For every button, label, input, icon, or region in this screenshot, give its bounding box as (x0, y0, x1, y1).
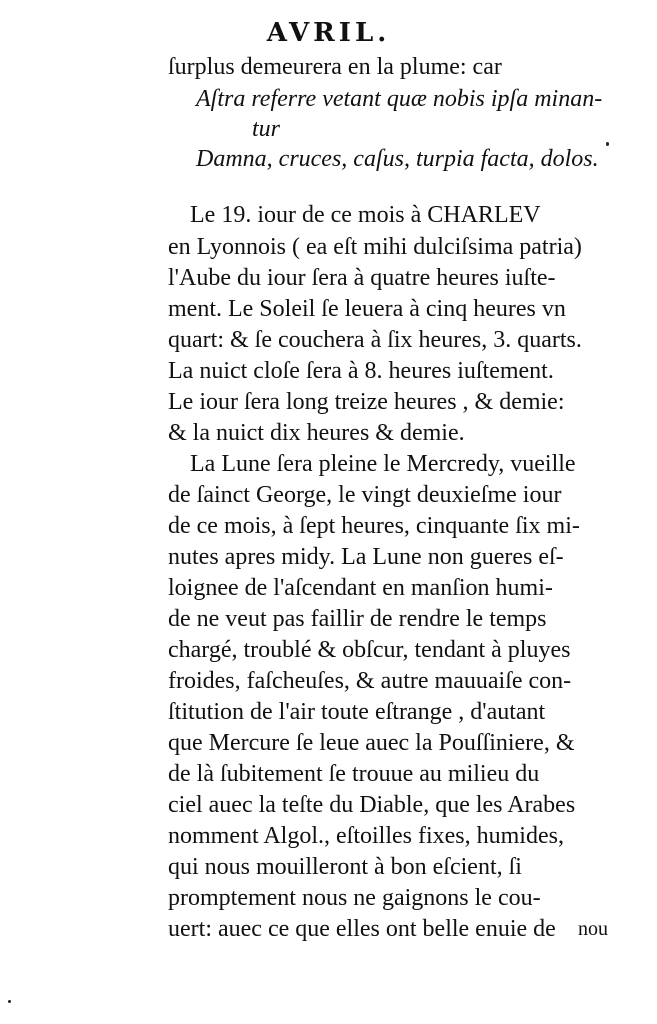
text-line-14: de ſainct George, le vingt deuxieſme iour (168, 482, 562, 508)
text-line-19: chargé, troublé & obſcur, tendant à pluyes (168, 637, 571, 663)
text-line-17: loignee de l'aſcendant en manſion humi- (168, 575, 553, 601)
page-header: AVRIL. (266, 18, 391, 48)
text-line-12: & la nuict dix heures & demie. (168, 420, 465, 446)
catchword: nou (578, 918, 608, 940)
verse-line-2: tur (252, 116, 281, 142)
text-line-9: quart: & ſe couchera à ſix heures, 3. quarts. (168, 327, 582, 353)
text-line-7: l'Aube du iour ſera à quatre heures iuſte- (168, 265, 556, 291)
text-line-1: ſurplus demeurera en la plume: car (168, 54, 502, 80)
text-line-24: ciel auec la teſte du Diable, que les Arabes (168, 792, 576, 818)
ink-speck (8, 1000, 11, 1003)
text-line-23: de là ſubitement ſe trouue au milieu du (168, 761, 540, 787)
text-line-21: ſtitution de l'air toute eſtrange , d'autant (168, 699, 546, 725)
text-line-13: La Lune ſera pleine le Mercredy, vueille (190, 451, 576, 477)
text-line-18: de ne veut pas faillir de rendre le temps (168, 606, 547, 632)
text-line-5: Le 19. iour de ce mois à CHARLEV (190, 202, 541, 228)
text-line-6: en Lyonnois ( ea eſt mihi dulciſsima patria) (168, 234, 582, 260)
text-line-26: qui nous mouilleront à bon eſcient, ſi (168, 854, 522, 880)
text-line-22: que Mercure ſe leue auec la Pouſſiniere, & (168, 730, 575, 756)
text-line-10: La nuict cloſe ſera à 8. heures iuſtement. (168, 358, 554, 384)
text-line-11: Le iour ſera long treize heures , & demie: (168, 389, 565, 415)
text-line-28: uert: auec ce que elles ont belle enuie de (168, 916, 556, 942)
text-line-27: promptement nous ne gaignons le cou- (168, 885, 541, 911)
ink-speck (606, 142, 609, 146)
text-line-8: ment. Le Soleil ſe leuera à cinq heures vn (168, 296, 566, 322)
text-line-25: nomment Algol., eſtoilles fixes, humides, (168, 823, 564, 849)
text-line-16: nutes apres midy. La Lune non gueres eſ- (168, 544, 564, 570)
text-line-20: froides, faſcheuſes, & autre mauuaiſe con- (168, 668, 572, 694)
verse-line-1: Aſtra referre vetant quæ nobis ipſa minan- (196, 86, 603, 112)
text-line-15: de ce mois, à ſept heures, cinquante ſix mi- (168, 513, 580, 539)
verse-line-3: Damna, cruces, caſus, turpia facta, dolos. (196, 146, 599, 172)
